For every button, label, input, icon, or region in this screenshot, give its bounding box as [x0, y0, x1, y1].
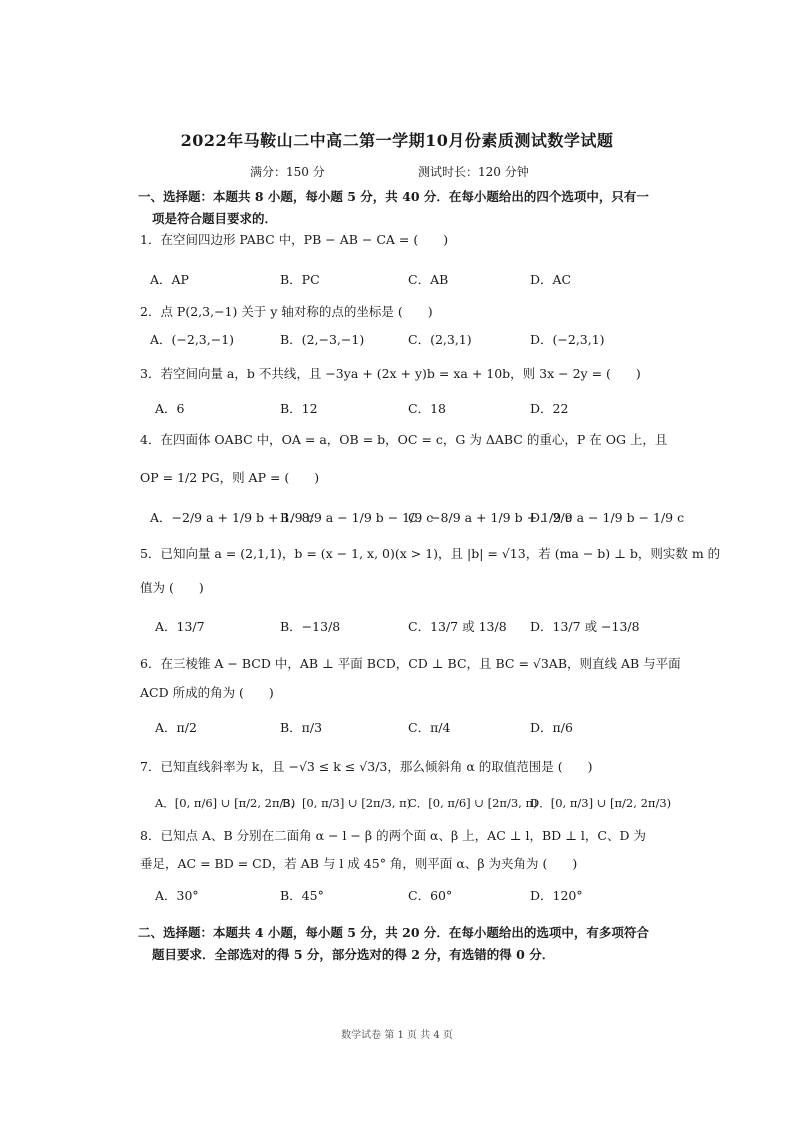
q1-option-d: D．AC — [530, 272, 572, 287]
question-8-stem-line2: 垂足，AC = BD = CD，若 AB 与 l 成 45° 角，则平面 α、β 为夹角为 ( ) — [140, 856, 578, 871]
q1-option-a: A．AP — [150, 272, 189, 287]
question-4-stem-line2: OP = 1/2 PG，则 AP = ( ) — [140, 470, 320, 485]
q6-option-c: C．π/4 — [408, 720, 451, 735]
q3-option-a: A．6 — [155, 401, 185, 416]
section2-heading-line2: 题目要求．全部选对的得 5 分，部分选对的得 2 分，有选错的得 0 分． — [152, 947, 555, 962]
question-6-stem-line1: 6．在三棱锥 A − BCD 中，AB ⊥ 平面 BCD，CD ⊥ BC，且 BC = √3AB，则直线 AB 与平面 — [140, 656, 681, 671]
q8-option-c: C．60° — [408, 888, 453, 903]
q4-option-c: C．−8/9 a + 1/9 b + 1/9 c — [408, 510, 573, 525]
q3-option-c: C．18 — [408, 401, 446, 416]
q3-option-d: D．22 — [530, 401, 569, 416]
q5-option-b: B．−13/8 — [280, 619, 341, 634]
q5-option-d: D．13/7 或 −13/8 — [530, 619, 640, 634]
q2-option-b: B．(2,−3,−1) — [280, 332, 365, 347]
section1-heading-line1: 一、选择题：本题共 8 小题，每小题 5 分，共 40 分．在每小题给出的四个选项中，只有一 — [138, 189, 649, 204]
section1-heading-line2: 项是符合题目要求的． — [152, 211, 278, 226]
question-7-stem: 7．已知直线斜率为 k，且 −√3 ≤ k ≤ √3/3，那么倾斜角 α 的取值范围是 ( ) — [140, 759, 593, 774]
full-score: 满分：150 分 — [250, 165, 325, 179]
question-5-stem-line2: 值为 ( ) — [140, 580, 204, 595]
section2-heading — [138, 922, 658, 966]
section2-heading-line1: 二、选择题：本题共 4 小题，每小题 5 分，共 20 分．在每小题给出的选项中，有多项符合 — [138, 925, 649, 940]
q1-option-c: C．AB — [408, 272, 449, 287]
page-footer: 数学试卷 第 1 页 共 4 页 — [341, 1030, 453, 1041]
q7-option-a: A．[0, π/6] ∪ [π/2, 2π/3) — [155, 796, 296, 810]
q8-option-b: B．45° — [280, 888, 324, 903]
q5-option-a: A．13/7 — [155, 619, 205, 634]
q6-option-b: B．π/3 — [280, 720, 323, 735]
question-6-stem-line2: ACD 所成的角为 ( ) — [140, 685, 274, 700]
q5-option-c: C．13/7 或 13/8 — [408, 619, 507, 634]
q2-option-c: C．(2,3,1) — [408, 332, 472, 347]
question-2-stem: 2．点 P(2,3,−1) 关于 y 轴对称的点的坐标是 ( ) — [140, 304, 433, 319]
q7-option-b: B．[0, π/3] ∪ [2π/3, π) — [282, 796, 412, 810]
q8-option-a: A．30° — [155, 888, 199, 903]
q6-option-a: A．π/2 — [155, 720, 197, 735]
section1-heading — [138, 186, 658, 230]
q4-option-a: A．−2/9 a + 1/9 b + 1/9 c — [150, 510, 314, 525]
q4-option-b: B．8/9 a − 1/9 b − 1/9 c — [280, 510, 434, 525]
q2-option-d: D．(−2,3,1) — [530, 332, 605, 347]
test-duration: 测试时长：120 分钟 — [418, 165, 529, 179]
q8-option-d: D．120° — [530, 888, 583, 903]
question-3-stem: 3．若空间向量 a，b 不共线，且 −3ya + (2x + y)b = xa + 10b，则 3x − 2y = ( ) — [140, 366, 641, 381]
q6-option-d: D．π/6 — [530, 720, 573, 735]
question-1-stem: 1．在空间四边形 PABC 中，PB − AB − CA = ( ) — [140, 232, 449, 247]
question-4-stem-line1: 4．在四面体 OABC 中，OA = a，OB = b，OC = c，G 为 ΔABC 的重心，P 在 OG 上，且 — [140, 432, 668, 447]
q1-option-b: B．PC — [280, 272, 320, 287]
question-5-stem-line1: 5．已知向量 a = (2,1,1)，b = (x − 1, x, 0)(x > 1)，且 |b| = √13，若 (ma − b) ⊥ b，则实数 m 的 — [140, 546, 721, 561]
q3-option-b: B．12 — [280, 401, 318, 416]
q7-option-c: C．[0, π/6] ∪ [2π/3, π) — [408, 796, 538, 810]
exam-title: 2022年马鞍山二中高二第一学期10月份素质测试数学试题 — [180, 131, 614, 150]
q4-option-d: D．2/9 a − 1/9 b − 1/9 c — [530, 510, 685, 525]
q2-option-a: A．(−2,3,−1) — [150, 332, 235, 347]
question-8-stem-line1: 8．已知点 A、B 分别在二面角 α − l − β 的两个面 α、β 上，AC ⊥ l，BD ⊥ l，C、D 为 — [140, 828, 646, 843]
q7-option-d: D．[0, π/3] ∪ [π/2, 2π/3) — [530, 796, 672, 810]
